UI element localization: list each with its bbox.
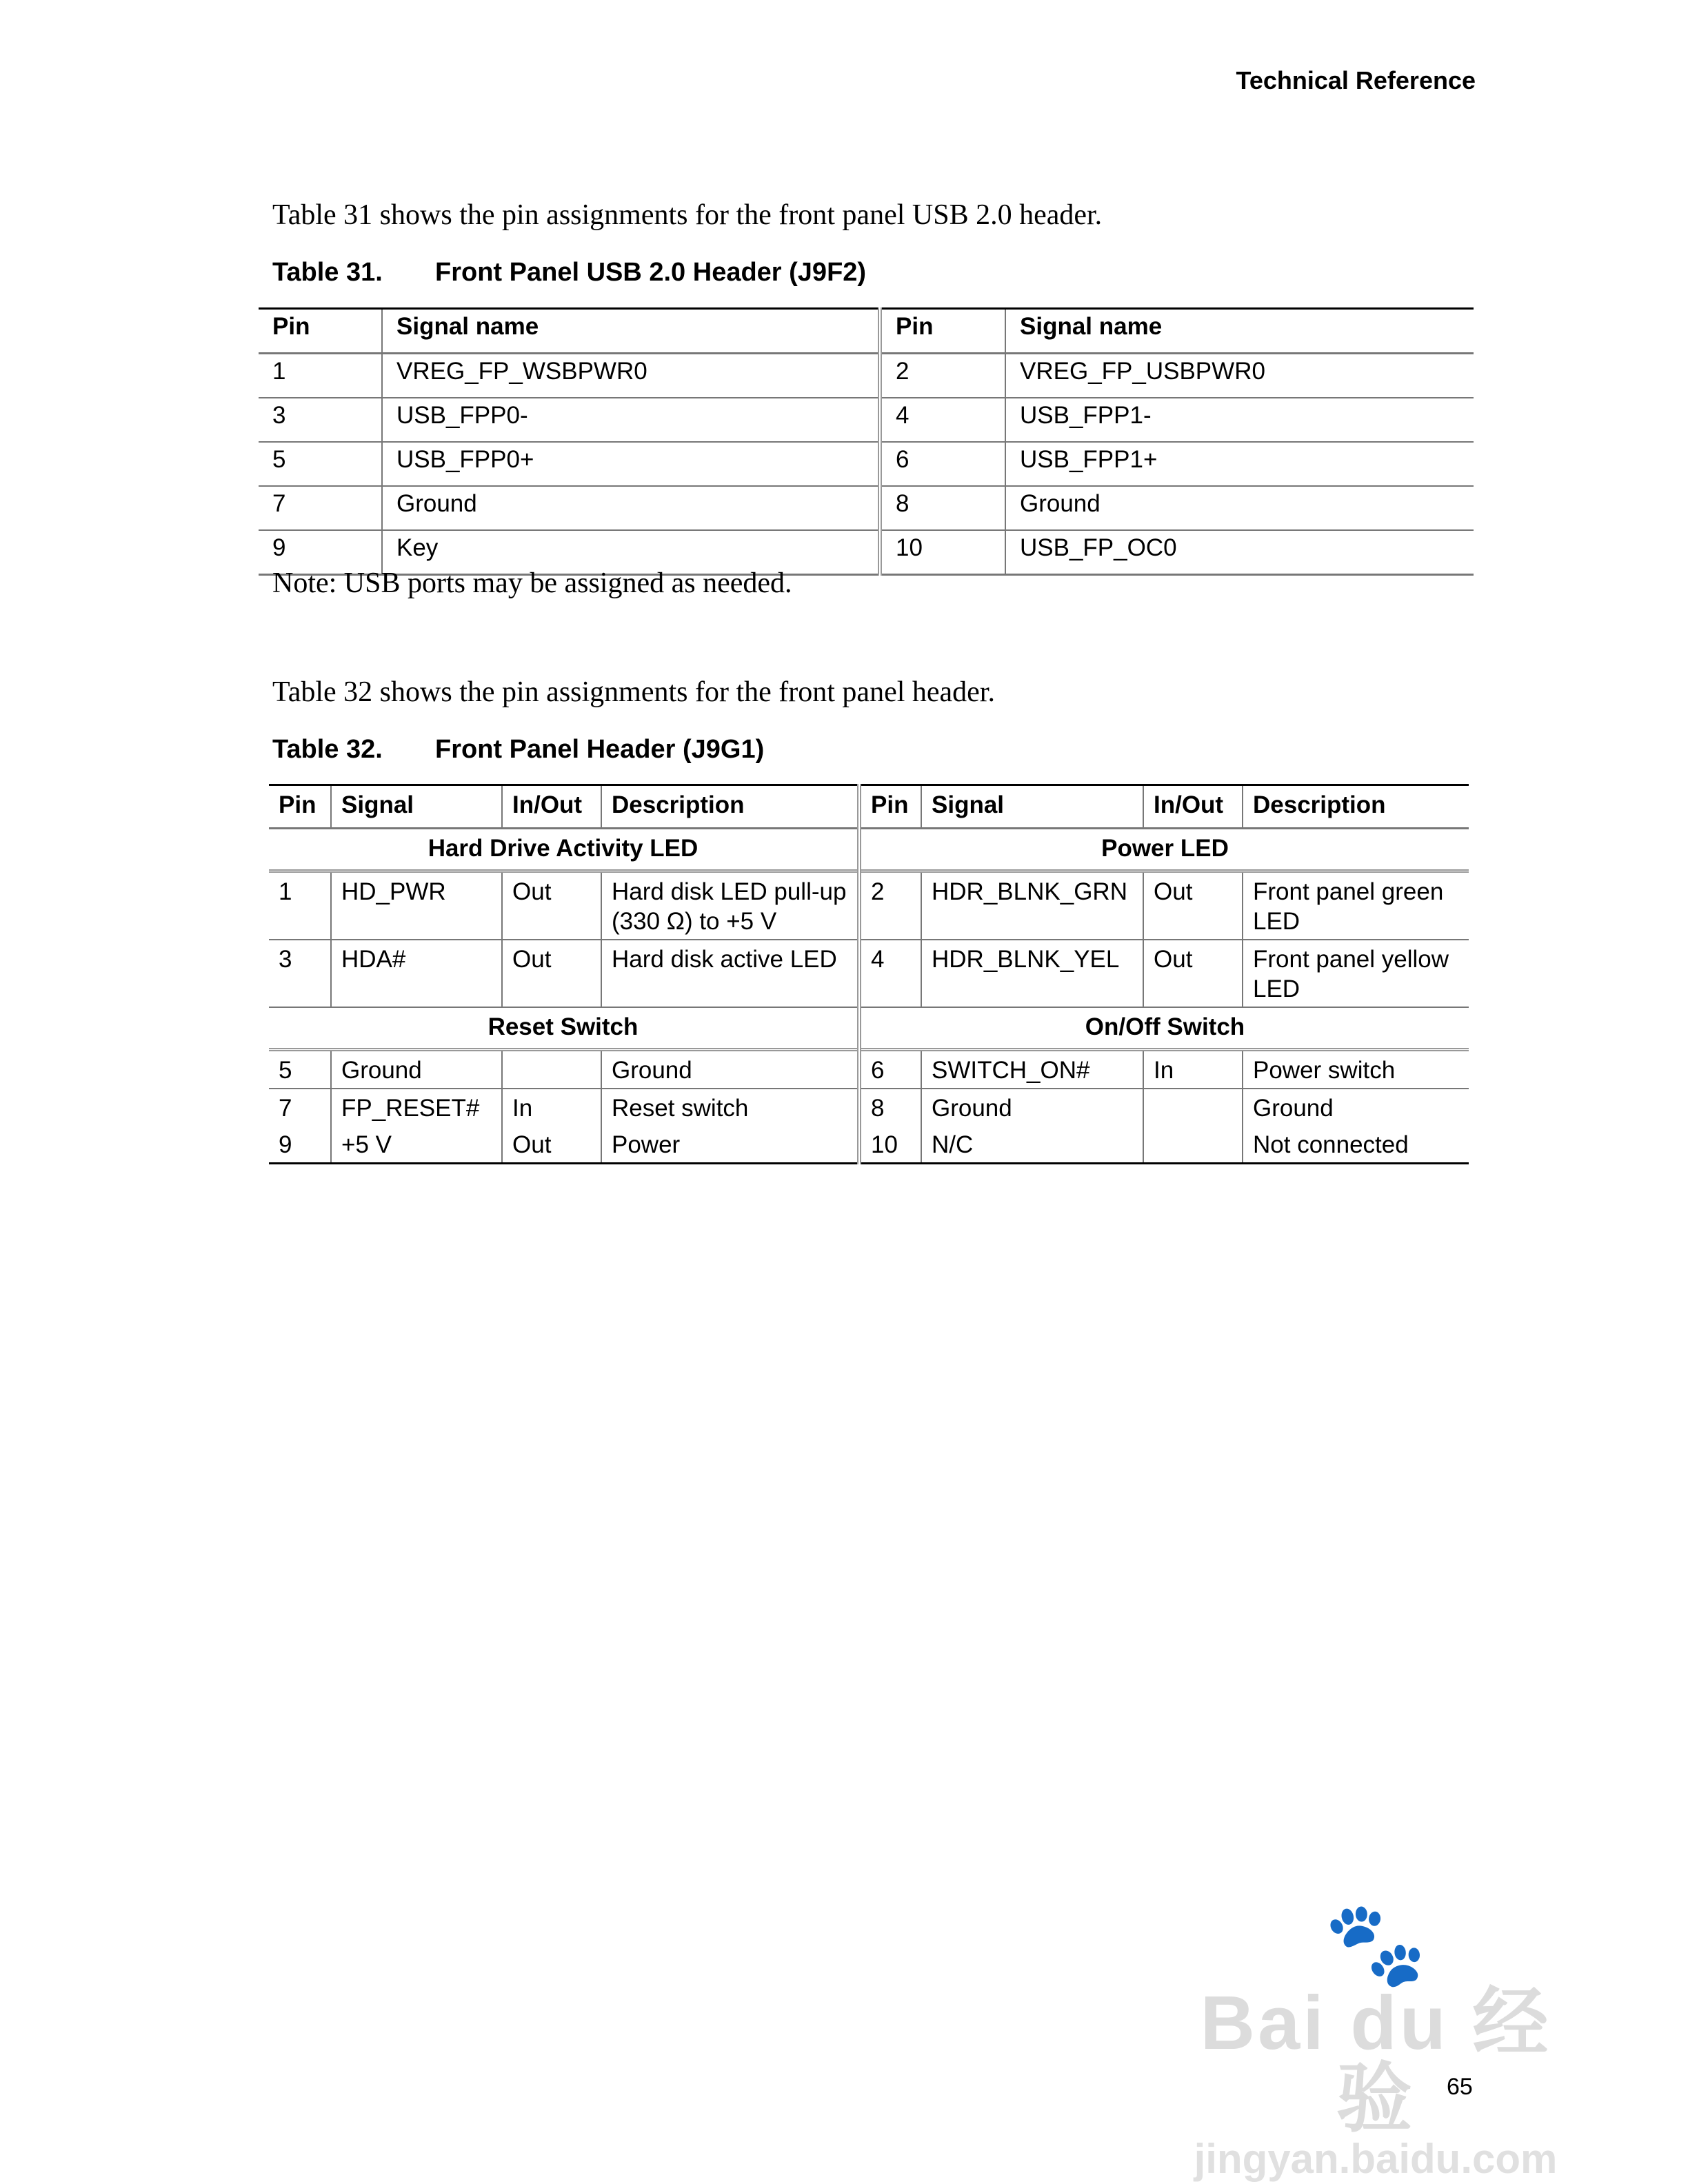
cell-description: Front panel green LED (1243, 871, 1469, 940)
table-row (259, 442, 1474, 486)
cell-pin: 6 (880, 442, 1005, 486)
cell-pin: 8 (859, 1089, 921, 1126)
table31-note: Note: USB ports may be assigned as needed. (272, 567, 792, 599)
cell-pin: 5 (259, 442, 382, 486)
running-header: Technical Reference (1236, 66, 1476, 94)
cell-in-out: Out (1143, 871, 1243, 940)
cell-description: Hard disk LED pull-up (330 Ω) to +5 V (601, 871, 859, 940)
col-header-in-out: In/Out (1143, 785, 1243, 829)
cell-description: Hard disk active LED (601, 940, 859, 1007)
cell-description: Reset switch (601, 1089, 859, 1126)
cell-in-out: In (502, 1089, 601, 1126)
cell-pin: 5 (269, 1050, 331, 1089)
cell-in-out: Out (502, 940, 601, 1007)
table-row (269, 1126, 1469, 1164)
cell-in-out: Out (1143, 940, 1243, 1007)
baidu-watermark (1183, 1898, 1569, 2182)
cell-signal: HD_PWR (331, 871, 502, 940)
cell-signal: Ground (921, 1089, 1143, 1126)
col-header-pin: Pin (269, 785, 331, 829)
cell-pin: 6 (859, 1050, 921, 1089)
col-header-pin: Pin (880, 309, 1005, 354)
cell-signal: SWITCH_ON# (921, 1050, 1143, 1089)
cell-signal-name: VREG_FP_USBPWR0 (1005, 354, 1474, 398)
col-header-in-out: In/Out (502, 785, 601, 829)
col-header-pin: Pin (259, 309, 382, 354)
cell-signal: +5 V (331, 1126, 502, 1164)
table-row (269, 1050, 1469, 1089)
group-title-left: Hard Drive Activity LED (269, 829, 859, 871)
cell-signal: HDR_BLNK_YEL (921, 940, 1143, 1007)
cell-pin: 8 (880, 486, 1005, 530)
cell-in-out: Out (502, 1126, 601, 1164)
cell-pin: 4 (859, 940, 921, 1007)
cell-pin: 2 (880, 354, 1005, 398)
cell-description: Ground (1243, 1089, 1469, 1126)
table31-caption (272, 258, 866, 287)
table-header-row (269, 785, 1469, 829)
group-header-row (269, 829, 1469, 871)
table-row (269, 871, 1469, 940)
table31-title: Front Panel USB 2.0 Header (J9F2) (435, 258, 867, 287)
cell-pin: 1 (269, 871, 331, 940)
usb-header-table (259, 307, 1474, 576)
cell-pin: 10 (859, 1126, 921, 1164)
cell-description: Front panel yellow LED (1243, 940, 1469, 1007)
cell-signal-name: USB_FPP1+ (1005, 442, 1474, 486)
paw-icon: 🐾 (1324, 1898, 1427, 1990)
cell-description: Power switch (1243, 1050, 1469, 1089)
table-header-row (259, 309, 1474, 354)
cell-pin: 7 (259, 486, 382, 530)
cell-signal: HDA# (331, 940, 502, 1007)
cell-signal-name: USB_FPP0- (382, 398, 880, 442)
cell-signal-name: USB_FPP0+ (382, 442, 880, 486)
cell-pin: 1 (259, 354, 382, 398)
table32-caption (272, 735, 764, 765)
cell-pin: 2 (859, 871, 921, 940)
cell-pin: 9 (279, 1131, 292, 1158)
table-row (269, 1089, 1469, 1126)
group-title-right: Power LED (859, 829, 1469, 871)
table31-intro: Table 31 shows the pin assignments for the front panel USB 2.0 header. (272, 199, 1103, 231)
cell-pin: 3 (259, 398, 382, 442)
cell-signal: FP_RESET# (331, 1089, 502, 1126)
col-header-signal-name: Signal name (382, 309, 880, 354)
table-row (259, 398, 1474, 442)
cell-description: Power (601, 1126, 859, 1164)
col-header-signal-name: Signal name (1005, 309, 1474, 354)
cell-signal-name: USB_FPP1- (1005, 398, 1474, 442)
page-number: 65 (1447, 2074, 1473, 2100)
cell-signal: Ground (331, 1050, 502, 1089)
cell-in-out: Out (502, 871, 601, 940)
cell-signal: HDR_BLNK_GRN (921, 871, 1143, 940)
cell-in-out (1143, 1126, 1243, 1164)
cell-signal-name: VREG_FP_WSBPWR0 (382, 354, 880, 398)
cell-signal-name: USB_FP_OC0 (1005, 530, 1474, 575)
table32-title: Front Panel Header (J9G1) (435, 735, 765, 764)
table-row (269, 940, 1469, 1007)
cell-pin: 10 (880, 530, 1005, 575)
col-header-signal: Signal (921, 785, 1143, 829)
table32-label: Table 32. (272, 735, 383, 764)
cell-signal-name: Key (382, 530, 880, 575)
cell-description: Ground (601, 1050, 859, 1089)
col-header-description: Description (601, 785, 859, 829)
group-header-row (269, 1007, 1469, 1050)
table-row (259, 354, 1474, 398)
table-row (259, 486, 1474, 530)
col-header-signal: Signal (331, 785, 502, 829)
cell-pin: 9 (259, 530, 382, 575)
cell-in-out (502, 1050, 601, 1089)
cell-description: Not connected (1243, 1126, 1469, 1164)
cell-in-out (1143, 1089, 1243, 1126)
watermark-url: jingyan.baidu.com (1194, 2136, 1558, 2182)
cell-signal-name: Ground (1005, 486, 1474, 530)
cell-pin: 4 (880, 398, 1005, 442)
group-title-right: On/Off Switch (859, 1007, 1469, 1050)
watermark-brand: Bai du 经验 (1200, 1981, 1551, 2141)
cell-pin: 3 (269, 940, 331, 1007)
cell-signal: N/C (921, 1126, 1143, 1164)
table32-intro: Table 32 shows the pin assignments for the front panel header. (272, 676, 995, 708)
cell-signal-name: Ground (382, 486, 880, 530)
front-panel-header-table (269, 784, 1469, 1164)
group-title-left: Reset Switch (269, 1007, 859, 1050)
table31-label: Table 31. (272, 258, 383, 287)
col-header-description: Description (1243, 785, 1469, 829)
col-header-pin: Pin (859, 785, 921, 829)
cell-in-out: In (1143, 1050, 1243, 1089)
cell-pin: 7 (269, 1089, 331, 1126)
